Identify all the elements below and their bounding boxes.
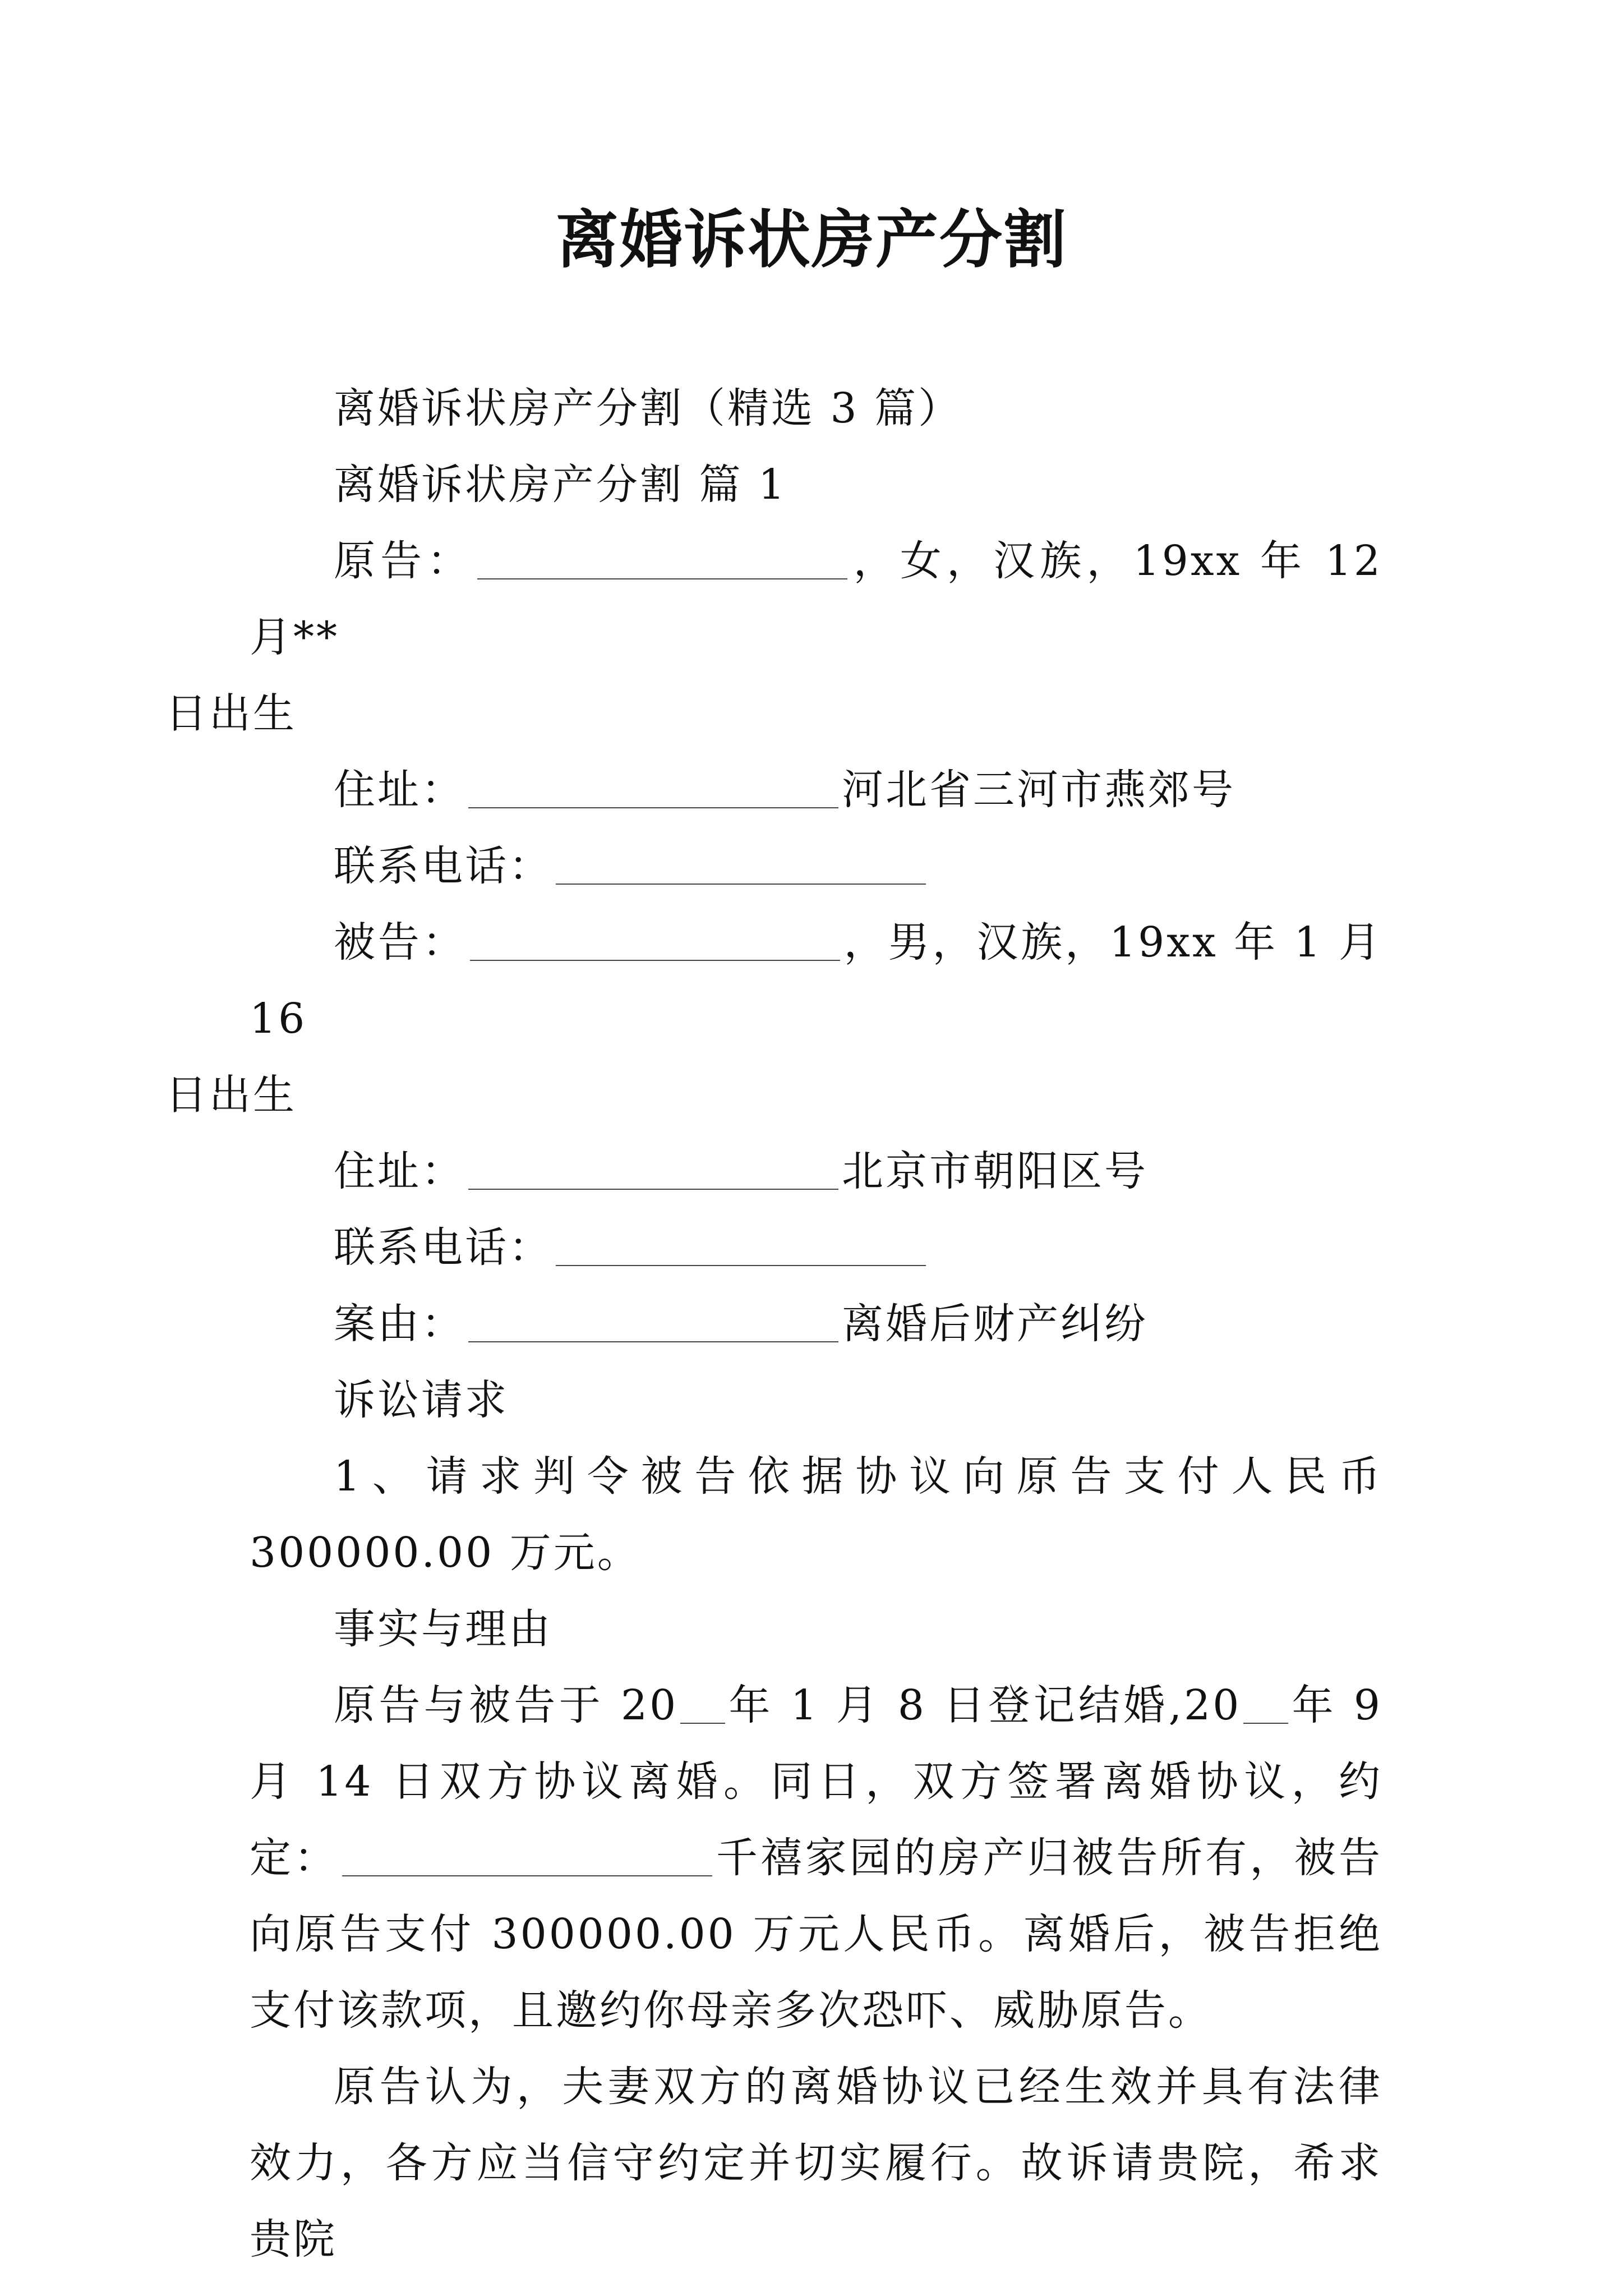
property-blank: [342, 1836, 712, 1876]
phone-label: 联系电话：: [334, 1223, 552, 1272]
claims-heading: 诉讼请求: [334, 1376, 509, 1424]
defendant-paragraph: [165, 904, 1383, 1133]
plaintiff-paragraph: [165, 523, 1382, 752]
plaintiff-address: 河北省三河市燕郊号: [842, 766, 1235, 814]
address-blank: [468, 1149, 838, 1190]
subtitle-line: 离婚诉状房产分割（精选 3 篇）: [334, 384, 962, 432]
phone-label: 联系电话：: [334, 842, 552, 890]
phone-blank: [556, 1226, 926, 1266]
address-label: 住址：: [334, 766, 465, 814]
defendant-name-blank: [470, 921, 840, 961]
defendant-address-line: [250, 1133, 1382, 1209]
plaintiff-address-line: [250, 752, 1382, 828]
facts-paragraph: [250, 1667, 1382, 2049]
claim-paragraph: 1、请求判令被告依据协议向原告支付人民币 300000.00 万元。: [250, 1452, 1382, 1577]
facts-heading: 事实与理由: [334, 1605, 552, 1653]
facts-text-part: 原告与被告于 20: [334, 1681, 679, 1729]
document-title: 离婚诉状房产分割: [556, 203, 1067, 277]
year-blank: [680, 1683, 725, 1724]
plaintiff-label: 原告：: [334, 537, 474, 585]
conclusion-paragraph: 原告认为，夫妻双方的离婚协议已经生效并具有法律效力，各方应当信守约定并切实履行。故诉请贵院，希求贵院: [250, 2063, 1382, 2263]
plaintiff-birth: 日出生: [165, 689, 297, 738]
address-label: 住址：: [334, 1147, 465, 1195]
defendant-info: ，男，汉族，19xx 年 1 月 16: [250, 918, 1383, 1043]
cause-blank: [468, 1302, 838, 1342]
address-blank: [468, 768, 838, 808]
document-body: [165, 370, 1383, 2277]
defendant-address: 北京市朝阳区号: [842, 1147, 1148, 1195]
plaintiff-info: ，女，汉族，19xx 年 12 月**: [250, 537, 1382, 661]
defendant-phone-line: [250, 1209, 1382, 1286]
facts-text-part: 年 1 月 8 日登记结婚,20: [727, 1681, 1242, 1729]
cause-text: 离婚后财产纠纷: [842, 1300, 1148, 1348]
cause-line: [250, 1286, 1382, 1362]
year-blank: [1243, 1683, 1288, 1724]
cause-label: 案由：: [334, 1300, 465, 1348]
defendant-label: 被告：: [334, 918, 467, 967]
plaintiff-name-blank: [477, 539, 847, 579]
section-heading: 离婚诉状房产分割 篇 1: [334, 461, 787, 509]
plaintiff-phone-line: [250, 828, 1382, 904]
facts-text-part: 千禧家园的房产归被告所有，被告向原告支付 300000.00 万元人民币。离婚后，被告拒绝支付该款项，且邀约你母亲多次恐吓、威胁原告。: [250, 1834, 1383, 2035]
defendant-birth: 日出生: [165, 1071, 297, 1119]
facts-text-part: 年 9 月 14 日双方协议离婚。同日，双方签署离婚协议，约定：: [250, 1681, 1382, 1882]
phone-blank: [556, 844, 926, 885]
